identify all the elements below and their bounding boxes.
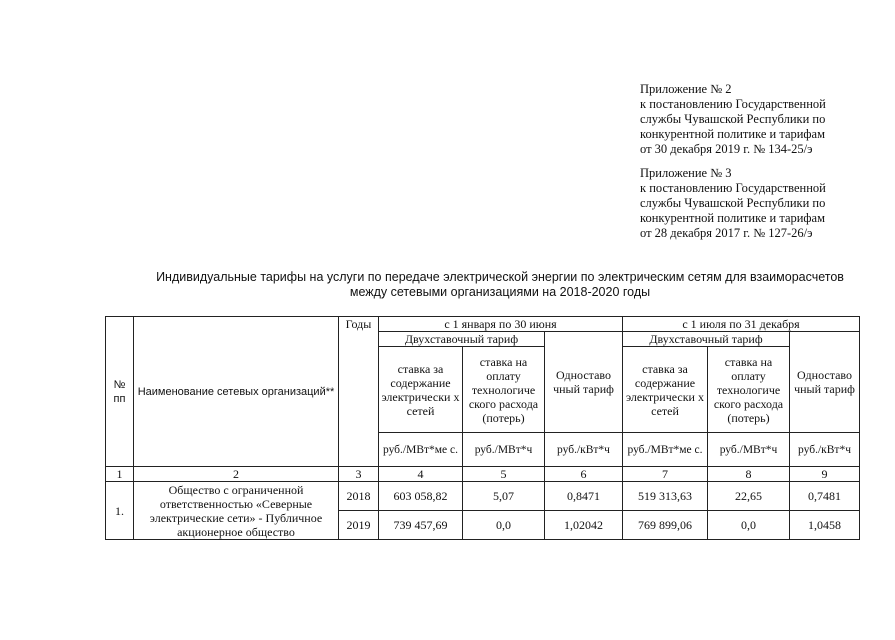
col-number: 4 (379, 467, 463, 482)
value-cell: 5,07 (463, 482, 545, 511)
annex-line: Приложение № 3 (640, 166, 732, 180)
value-cell: 519 313,63 (623, 482, 708, 511)
value-cell: 769 899,06 (623, 511, 708, 540)
col-number: 6 (545, 467, 623, 482)
value-cell: 0,8471 (545, 482, 623, 511)
col-number: 2 (134, 467, 339, 482)
unit-power-1: руб./МВт*ме с. (379, 433, 463, 467)
header-num: № пп (106, 317, 134, 467)
col-number: 5 (463, 467, 545, 482)
row-year: 2018 (339, 482, 379, 511)
table-row (106, 482, 860, 511)
header-loss-rate-1: ставка на оплату технологиче ского расхода (потерь) (463, 347, 545, 433)
title-line-1: Индивидуальные тарифы на услуги по передаче электрической энергии по электрическим сетям для взаиморасчетов (156, 270, 844, 284)
col-number: 9 (790, 467, 860, 482)
header-period-2: с 1 июля по 31 декабря (623, 317, 860, 332)
col-number: 7 (623, 467, 708, 482)
value-cell: 1,02042 (545, 511, 623, 540)
header-maintenance-rate-2: ставка за содержание электрически х сетей (623, 347, 708, 433)
header-one-rate-1: Одноставо чный тариф (545, 332, 623, 433)
title-line-2: между сетевыми организациями на 2018-2020 годы (349, 285, 651, 299)
header-maintenance-rate-1: ставка за содержание электрически х сетей (379, 347, 463, 433)
annex-line: Приложение № 2 (640, 82, 732, 96)
col-number: 8 (708, 467, 790, 482)
header-two-rate-2: Двухставочный тариф (623, 332, 790, 347)
tariffs-table (105, 316, 860, 540)
annex-2-header (640, 82, 826, 157)
row-year: 2019 (339, 511, 379, 540)
header-loss-rate-2: ставка на оплату технологиче ского расхода (потерь) (708, 347, 790, 433)
column-numbers-row (106, 467, 860, 482)
document-title (150, 270, 850, 300)
annex-line: конкурентной политике и тарифам (640, 127, 825, 141)
annex-line: к постановлению Государственной (640, 181, 826, 195)
value-cell: 739 457,69 (379, 511, 463, 540)
col-number: 1 (106, 467, 134, 482)
unit-energy-kwh-2: руб./кВт*ч (790, 433, 860, 467)
annex-line: конкурентной политике и тарифам (640, 211, 825, 225)
value-cell: 0,0 (708, 511, 790, 540)
value-cell: 22,65 (708, 482, 790, 511)
annex-line: службы Чувашской Республики по (640, 196, 826, 210)
annex-line: от 30 декабря 2019 г. № 134-25/э (640, 142, 813, 156)
header-org-name: Наименование сетевых организаций** (134, 317, 339, 467)
row-num: 1. (106, 482, 134, 540)
annex-line: службы Чувашской Республики по (640, 112, 826, 126)
value-cell: 0,0 (463, 511, 545, 540)
col-number: 3 (339, 467, 379, 482)
header-years: Годы (339, 317, 379, 467)
unit-power-2: руб./МВт*ме с. (623, 433, 708, 467)
value-cell: 603 058,82 (379, 482, 463, 511)
header-one-rate-2: Одноставо чный тариф (790, 332, 860, 433)
value-cell: 0,7481 (790, 482, 860, 511)
unit-energy-kwh-1: руб./кВт*ч (545, 433, 623, 467)
unit-energy-mwh-1: руб./МВт*ч (463, 433, 545, 467)
annex-3-header (640, 166, 826, 241)
annex-line: к постановлению Государственной (640, 97, 826, 111)
unit-energy-mwh-2: руб./МВт*ч (708, 433, 790, 467)
annex-line: от 28 декабря 2017 г. № 127-26/э (640, 226, 813, 240)
row-org-name: Общество с ограниченной ответственностью «Северные электрические сети» - Публичное акционерное общество (134, 482, 339, 540)
header-two-rate-1: Двухставочный тариф (379, 332, 545, 347)
value-cell: 1,0458 (790, 511, 860, 540)
header-period-1: с 1 января по 30 июня (379, 317, 623, 332)
